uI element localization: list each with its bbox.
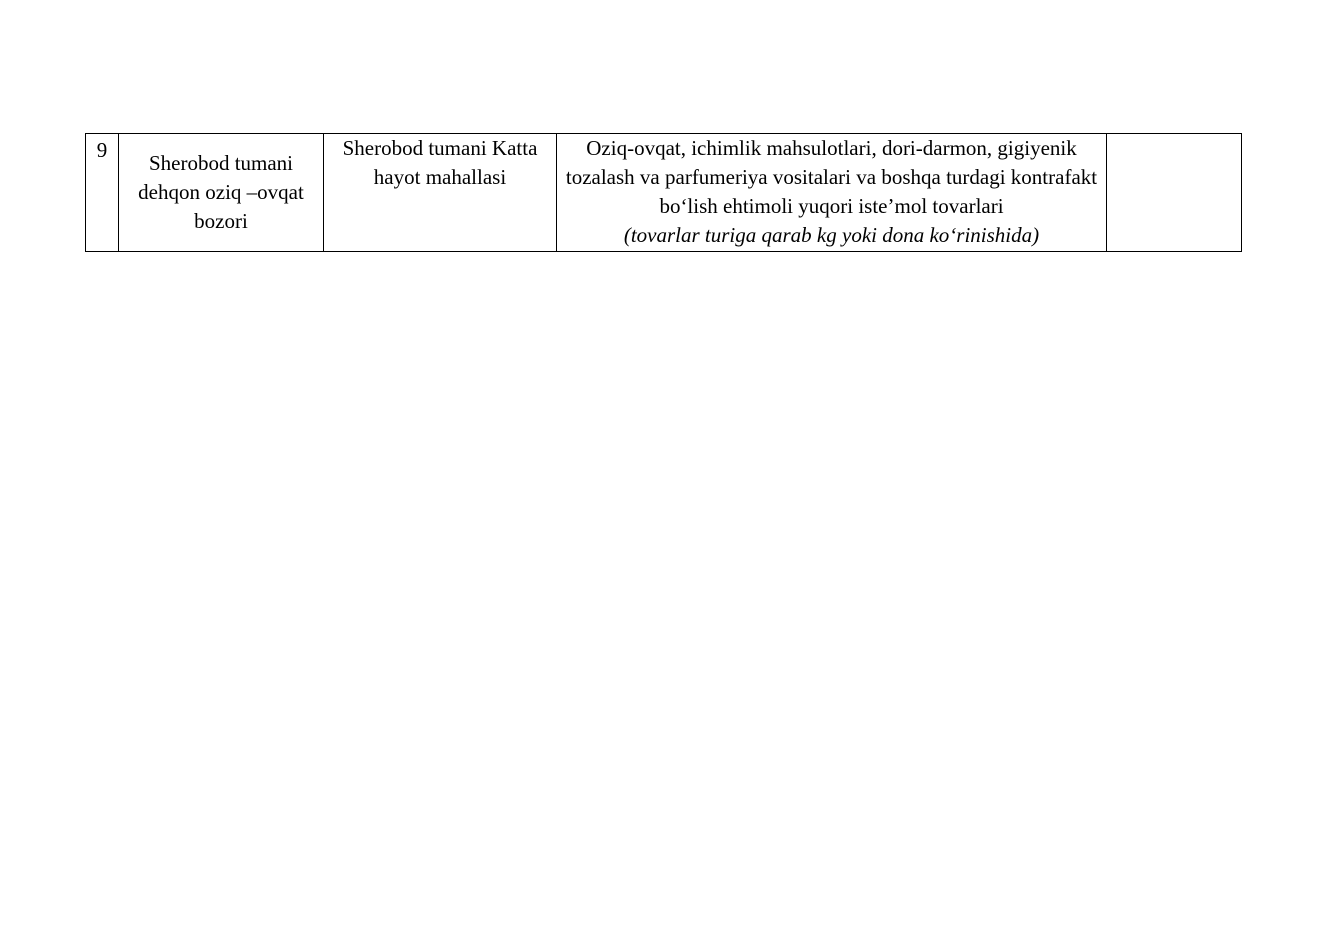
table-row xyxy=(86,134,1242,252)
market-name-cell xyxy=(119,134,324,252)
goods-description: Oziq-ovqat, ichimlik mahsulotlari, dori-darmon, gigiyenik tozalash va parfumeriya vositalari va boshqa turdagi kontrafakt bo‘lish ehtimoli yuqori iste’mol tovarlari xyxy=(565,136,1098,218)
row-number-cell xyxy=(86,134,119,252)
empty-cell xyxy=(1107,134,1242,252)
address-text: Sherobod tumani Katta hayot mahallasi xyxy=(342,136,538,189)
goods-cell xyxy=(557,134,1107,252)
market-name: Sherobod tumani dehqon oziq –ovqat bozori xyxy=(138,151,304,233)
address-cell xyxy=(324,134,557,252)
goods-table xyxy=(85,133,1242,252)
row-number: 9 xyxy=(96,138,108,162)
goods-note: (tovarlar turiga qarab kg yoki dona ko‘rinishida) xyxy=(623,223,1040,247)
